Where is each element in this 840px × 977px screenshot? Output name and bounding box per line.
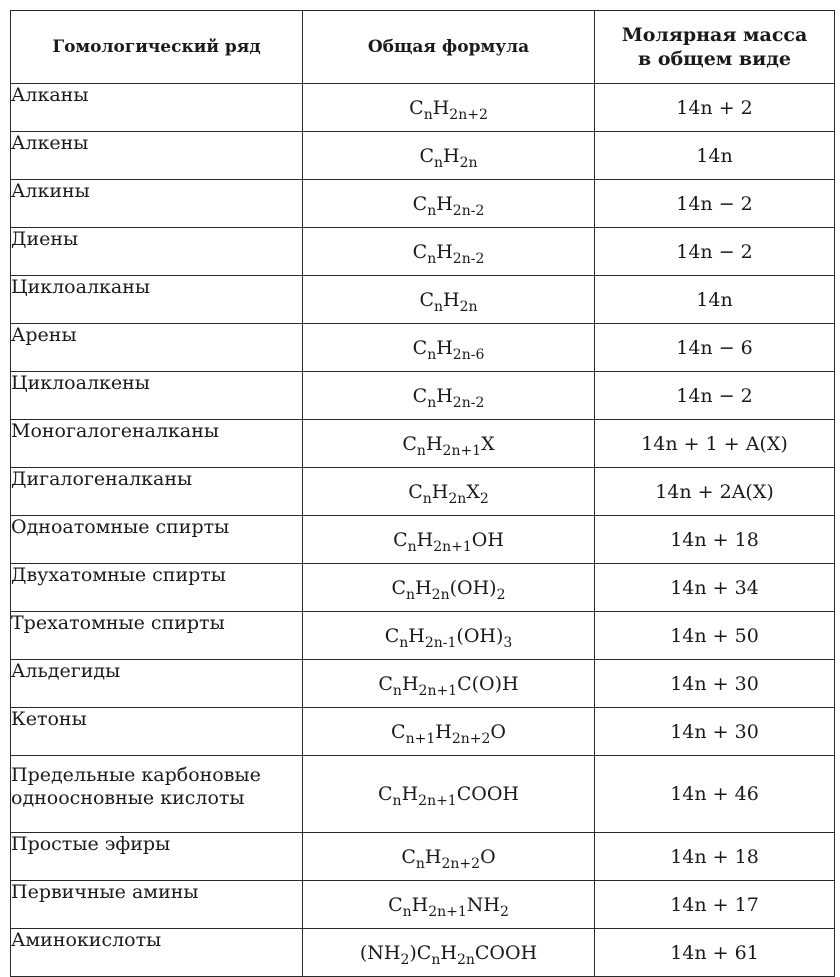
- formula-symbol: H: [436, 192, 453, 215]
- formula-symbol: H: [440, 941, 457, 964]
- general-formula: [391, 576, 506, 603]
- table-row: [11, 324, 835, 372]
- formula-symbol: H: [432, 96, 450, 119]
- formula-subscript: 2n: [448, 490, 467, 507]
- header-molar-mass-line2: в общем виде: [638, 48, 791, 70]
- formula-symbol: C(O)H: [457, 672, 519, 695]
- molar-mass-cell: 14n + 17: [595, 881, 835, 929]
- table-header: [11, 11, 835, 84]
- formula-symbol: H: [443, 144, 460, 167]
- general-formula: [408, 480, 489, 507]
- formula-subscript: n: [392, 793, 402, 809]
- general-formula: [401, 845, 496, 872]
- general-formula: [409, 96, 488, 123]
- formula-subscript: n: [427, 346, 437, 363]
- molar-mass-cell: 14n + 46: [595, 756, 835, 833]
- formula-symbol: C: [378, 672, 393, 695]
- formula-symbol: H: [401, 783, 419, 805]
- formula-subscript: 3: [503, 634, 513, 651]
- table-body: [11, 84, 835, 977]
- formula-symbol: H: [436, 240, 453, 263]
- formula-subscript: 2: [496, 586, 506, 603]
- formula-symbol: C: [412, 384, 428, 407]
- formula-subscript: n: [407, 538, 417, 555]
- formula-subscript: n: [434, 154, 444, 171]
- formula-symbol: C: [388, 893, 403, 916]
- general-formula: [402, 432, 495, 459]
- series-name-cell: Алканы: [11, 84, 303, 132]
- formula-symbol: H: [431, 480, 449, 503]
- general-formula-cell: [303, 564, 595, 612]
- molar-mass-cell: 14n − 2: [595, 372, 835, 420]
- series-name-cell: Одноатомные спирты: [11, 516, 303, 564]
- formula-symbol: NH: [466, 893, 500, 916]
- formula-symbol: H: [408, 624, 425, 647]
- formula-subscript: 2n+1: [428, 903, 467, 920]
- molar-mass-cell: 14n − 2: [595, 180, 835, 228]
- formula-symbol: C: [393, 528, 408, 551]
- formula-subscript: n: [431, 951, 441, 968]
- formula-subscript: 2: [400, 951, 410, 968]
- formula-symbol: C: [412, 336, 428, 359]
- formula-symbol: COOH: [456, 783, 519, 805]
- general-formula: [419, 144, 478, 171]
- formula-symbol: (NH: [359, 941, 401, 964]
- general-formula-cell: [303, 84, 595, 132]
- table-row: [11, 228, 835, 276]
- formula-symbol: OH: [471, 528, 504, 551]
- table-row: [11, 84, 835, 132]
- general-formula: [412, 336, 485, 363]
- formula-symbol: (OH): [449, 576, 497, 599]
- header-formula: Общая формула: [303, 11, 595, 84]
- formula-symbol: O: [480, 845, 496, 868]
- formula-symbol: C: [419, 288, 434, 311]
- formula-subscript: 2n-2: [452, 202, 485, 219]
- formula-symbol: C: [391, 576, 407, 599]
- formula-subscript: n: [422, 490, 432, 507]
- formula-symbol: C: [402, 432, 417, 455]
- molar-mass-cell: 14n + 18: [595, 833, 835, 881]
- table-row: [11, 180, 835, 228]
- formula-symbol: H: [411, 893, 429, 916]
- general-formula-cell: [303, 833, 595, 881]
- table-row: [11, 833, 835, 881]
- series-name-cell: Арены: [11, 324, 303, 372]
- series-name-cell: Алкины: [11, 180, 303, 228]
- formula-symbol: H: [401, 672, 419, 695]
- header-molar-mass-line1: Молярная масса: [621, 24, 808, 46]
- molar-mass-cell: 14n + 1 + A(X): [595, 420, 835, 468]
- formula-subscript: n: [402, 903, 412, 920]
- general-formula-cell: [303, 180, 595, 228]
- general-formula: [391, 720, 506, 747]
- series-name-cell: Альдегиды: [11, 660, 303, 708]
- table-row: [11, 756, 835, 833]
- formula-subscript: n: [434, 298, 444, 315]
- formula-subscript: 2n+2: [451, 730, 491, 747]
- general-formula-cell: [303, 324, 595, 372]
- molar-mass-cell: 14n + 61: [595, 929, 835, 977]
- general-formula-cell: [303, 372, 595, 420]
- general-formula-cell: [303, 660, 595, 708]
- formula-symbol: )C: [409, 941, 432, 964]
- molar-mass-cell: 14n + 30: [595, 660, 835, 708]
- formula-symbol: H: [424, 845, 442, 868]
- formula-subscript: n: [415, 855, 425, 872]
- general-formula-cell: [303, 276, 595, 324]
- formula-symbol: C: [384, 624, 400, 647]
- series-name-cell: Дигалогеналканы: [11, 468, 303, 516]
- series-name-cell: Простые эфиры: [11, 833, 303, 881]
- molar-mass-cell: 14n + 30: [595, 708, 835, 756]
- table-row: [11, 660, 835, 708]
- formula-symbol: H: [436, 336, 453, 359]
- molar-mass-cell: 14n + 2A(X): [595, 468, 835, 516]
- formula-symbol: C: [419, 144, 434, 167]
- formula-subscript: n: [416, 442, 426, 459]
- formula-symbol: O: [490, 720, 506, 743]
- table-row: [11, 468, 835, 516]
- header-row: [11, 11, 835, 84]
- header-series: Гомологический ряд: [11, 11, 303, 84]
- table-row: [11, 516, 835, 564]
- series-name-cell: Первичные амины: [11, 881, 303, 929]
- formula-symbol: H: [416, 528, 434, 551]
- molar-mass-cell: 14n − 2: [595, 228, 835, 276]
- table-row: [11, 881, 835, 929]
- series-name-cell: Циклоалкены: [11, 372, 303, 420]
- general-formula-cell: [303, 612, 595, 660]
- molar-mass-cell: 14n + 50: [595, 612, 835, 660]
- formula-subscript: 2n+1: [418, 682, 458, 699]
- general-formula-cell: [303, 420, 595, 468]
- general-formula: [412, 240, 485, 267]
- formula-subscript: n: [427, 250, 437, 267]
- formula-symbol: H: [436, 384, 453, 407]
- formula-symbol: H: [443, 288, 460, 311]
- series-name-cell: Диены: [11, 228, 303, 276]
- formula-subscript: n+1: [405, 730, 436, 747]
- series-name-cell: Циклоалканы: [11, 276, 303, 324]
- series-name-cell: Предельные карбоновые одноосновные кислоты: [11, 756, 303, 833]
- formula-subscript: 2n-2: [452, 394, 485, 411]
- table-row: [11, 929, 835, 977]
- series-name-cell: Кетоны: [11, 708, 303, 756]
- formula-subscript: 2n: [459, 298, 478, 315]
- formula-subscript: n: [406, 586, 416, 603]
- table-row: [11, 132, 835, 180]
- formula-subscript: n: [399, 634, 409, 651]
- table-row: [11, 708, 835, 756]
- formula-subscript: 2n-2: [452, 250, 485, 267]
- series-name-cell: Трехатомные спирты: [11, 612, 303, 660]
- general-formula-cell: [303, 881, 595, 929]
- formula-symbol: C: [408, 480, 423, 503]
- formula-subscript: 2n-1: [424, 634, 457, 651]
- general-formula: [388, 893, 509, 920]
- formula-subscript: n: [427, 202, 437, 219]
- table-row: [11, 372, 835, 420]
- formula-subscript: 2n+1: [433, 538, 472, 555]
- formula-subscript: 2: [500, 903, 509, 920]
- formula-symbol: H: [425, 432, 443, 455]
- table-row: [11, 420, 835, 468]
- molar-mass-cell: 14n + 18: [595, 516, 835, 564]
- molar-mass-cell: 14n: [595, 132, 835, 180]
- molar-mass-cell: 14n + 34: [595, 564, 835, 612]
- table-row: [11, 612, 835, 660]
- general-formula-cell: [303, 929, 595, 977]
- formula-symbol: C: [412, 192, 428, 215]
- series-name-cell: Моногалогеналканы: [11, 420, 303, 468]
- formula-subscript: 2n: [456, 951, 475, 968]
- formula-symbol: C: [391, 720, 406, 743]
- general-formula: [412, 384, 485, 411]
- formula-symbol: H: [415, 576, 432, 599]
- header-molar-mass: [595, 11, 835, 84]
- general-formula-cell: [303, 516, 595, 564]
- formula-subscript: 2n: [459, 154, 478, 171]
- formula-subscript: 2n+2: [449, 106, 488, 123]
- formula-subscript: 2n-6: [452, 346, 485, 363]
- formula-symbol: COOH: [474, 941, 538, 964]
- table-row: [11, 276, 835, 324]
- formula-symbol: X: [481, 432, 495, 455]
- table-row: [11, 564, 835, 612]
- general-formula: [393, 528, 504, 555]
- general-formula-cell: [303, 132, 595, 180]
- general-formula-cell: [303, 756, 595, 833]
- formula-subscript: 2n: [431, 586, 450, 603]
- homologous-series-table: [10, 10, 835, 977]
- formula-subscript: n: [427, 394, 437, 411]
- general-formula: [378, 672, 519, 699]
- general-formula: [359, 941, 538, 968]
- general-formula-cell: [303, 228, 595, 276]
- general-formula: [378, 783, 519, 809]
- formula-symbol: C: [409, 96, 424, 119]
- formula-subscript: 2n+2: [441, 855, 481, 872]
- series-name-cell: Алкены: [11, 132, 303, 180]
- formula-subscript: 2: [479, 490, 489, 507]
- formula-symbol: H: [435, 720, 452, 743]
- series-name-cell: Аминокислоты: [11, 929, 303, 977]
- formula-symbol: C: [412, 240, 428, 263]
- molar-mass-cell: 14n + 2: [595, 84, 835, 132]
- formula-symbol: C: [378, 783, 393, 805]
- formula-symbol: X: [466, 480, 480, 503]
- molar-mass-cell: 14n: [595, 276, 835, 324]
- formula-subscript: 2n+1: [418, 793, 457, 809]
- formula-subscript: n: [392, 682, 402, 699]
- molar-mass-cell: 14n − 6: [595, 324, 835, 372]
- formula-symbol: C: [401, 845, 416, 868]
- general-formula: [419, 288, 478, 315]
- series-name-cell: Двухатомные спирты: [11, 564, 303, 612]
- formula-subscript: 2n+1: [442, 442, 482, 459]
- general-formula-cell: [303, 708, 595, 756]
- general-formula: [384, 624, 513, 651]
- formula-symbol: (OH): [456, 624, 504, 647]
- formula-subscript: n: [423, 106, 433, 123]
- general-formula-cell: [303, 468, 595, 516]
- general-formula: [412, 192, 485, 219]
